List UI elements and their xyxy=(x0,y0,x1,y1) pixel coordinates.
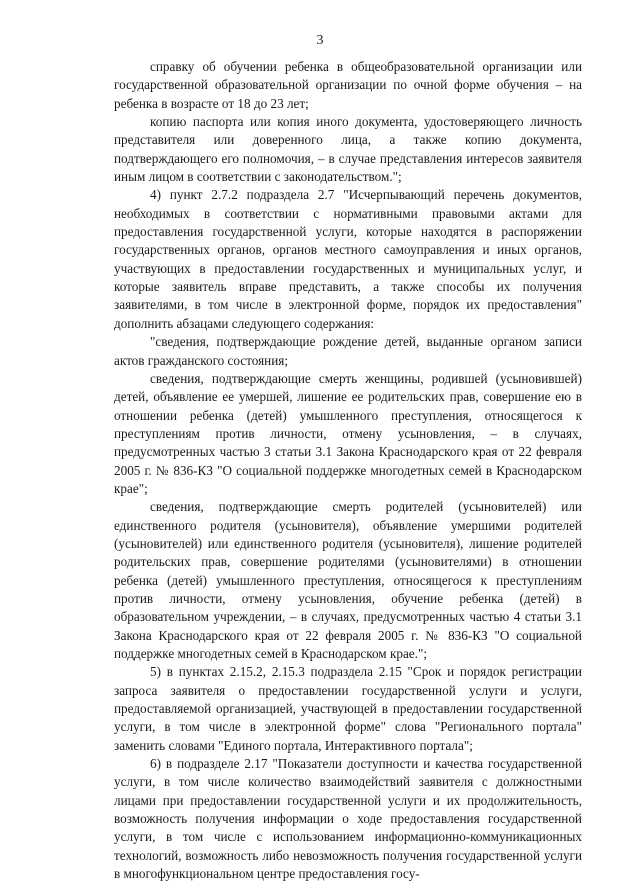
paragraph-3: 4) пункт 2.7.2 подраздела 2.7 "Исчерпывающий перечень документов, необходимых в соответствии с нормативными правовыми актами для предоставления государственной услуги, которые находятся в распоряжении государственных органов, органов местного самоуправления и иных органов, участвующих в предоставлении государственных и муниципальных услуг, и которые заявитель вправе представить, а также способы их получения заявителями, в том числе в электронной форме, порядок их предоставления" дополнить абзацами следующего содержания: xyxy=(114,187,582,331)
paragraph-1: справку об обучении ребенка в общеобразовательной организации или государственной образовательной организации по очной форме обучения – на ребенка в возрасте от 18 до 23 лет; xyxy=(114,59,582,111)
paragraph-7: 5) в пунктах 2.15.2, 2.15.3 подраздела 2.15 "Срок и порядок регистрации запроса заявителя о предоставлении государственной услуги и услуги, предоставляемой организацией, участвующей в предоставлении государственной услуги, в том числе в электронной форме" слова "Регионального портала" заменить словами "Единого портала, Интерактивного портала"; xyxy=(114,664,582,753)
paragraph-8: 6) в подразделе 2.17 "Показатели доступности и качества государственной услуги, в том числе количество взаимодействий заявителя с должностными лицами при предоставлении государственной услуги и их продолжительность, возможность получения информации о ходе предоставления государственной услуги, в том числе с использованием информационно-коммуникационных технологий, возможность либо невозможность получения государственной услуги в многофункциональном центре предоставления госу- xyxy=(114,756,582,882)
page-number: 3 xyxy=(316,33,324,48)
paragraph-5: сведения, подтверждающие смерть женщины, родившей (усыновившей) детей, объявление ее умершей, лишение ее родительских прав, совершение ею в отношении ребенка (детей) умышленного преступления, относящегося к преступлениям против личности, отмену усыновления, – в случаях, предусмотренных частью 3 статьи 3.1 Закона Краснодарского края от 22 февраля 2005 г. № 836-КЗ "О социальной поддержке многодетных семей в Краснодарском крае"; xyxy=(114,370,582,496)
paragraph-6: сведения, подтверждающие смерть родителей (усыновителей) или единственного родителя (усыновителя), объявление умершими родителей (усыновителей) или единственного родителя (усыновителя), лишение родителей родительских прав, совершение родителями (усыновителями) в отношении ребенка (детей) умышленного преступления, относящегося к преступлениям против личности, отмену усыновления, обучение ребенка (детей) в образовательном учреждении, – в случаях, предусмотренных частью 4 статьи 3.1 Закона Краснодарского края от 22 февраля 2005 г. № 836-КЗ "О социальной поддержке многодетных семей в Краснодарском крае."; xyxy=(114,499,582,661)
document-body xyxy=(114,58,582,883)
paragraph-2: копию паспорта или копия иного документа, удостоверяющего личность представителя или доверенного лица, а также копию документа, подтверждающего его полномочия, – в случае представления интересов заявителя иным лицом в соответствии с законодательством."; xyxy=(114,114,582,185)
paragraph-4: "сведения, подтверждающие рождение детей, выданные органом записи актов гражданского состояния; xyxy=(114,334,582,368)
